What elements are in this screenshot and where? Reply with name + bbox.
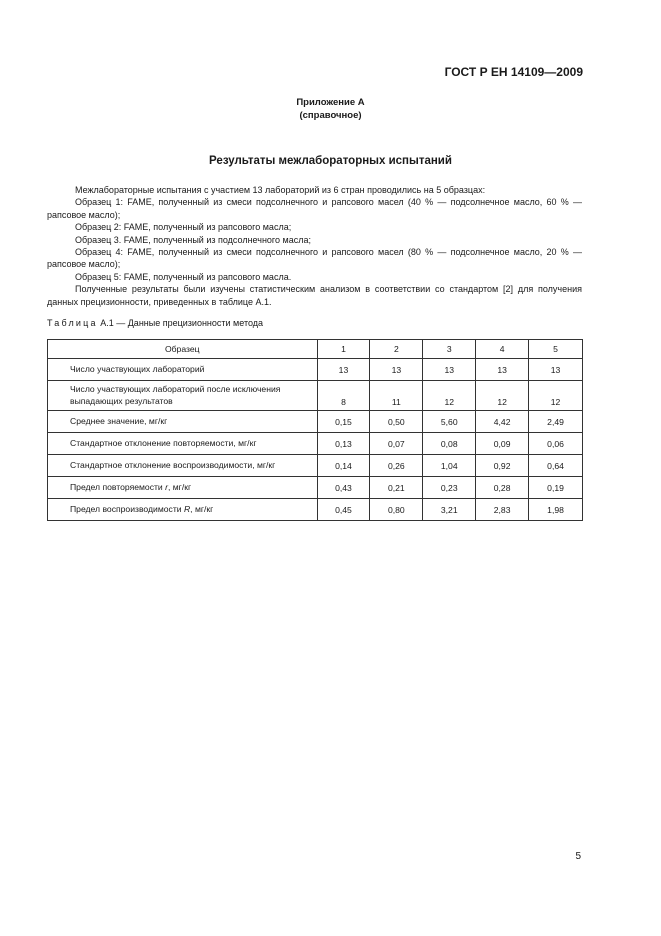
table-cell: 0,92 [476,455,529,477]
table-cell: 0,14 [317,455,370,477]
table-cell: 0,07 [370,433,423,455]
header-cell: 5 [529,340,583,359]
row-label: Стандартное отклонение воспроизводимости, мг/кг [48,455,318,477]
table-caption-prefix: Таблица [47,318,98,328]
row-label-unit: , мг/кг [168,481,192,492]
table-cell: 2,83 [476,499,529,521]
table-row [48,433,583,455]
header-cell: Образец [48,340,318,359]
header-cell: 4 [476,340,529,359]
row-label-variable: r [165,481,168,492]
table-cell: 0,43 [317,477,370,499]
paragraph: Межлабораторные испытания с участием 13 лабораторий из 6 стран проводились на 5 образцах: [75,185,486,195]
table-cell: 0,64 [529,455,583,477]
row-label: Стандартное отклонение повторяемости, мг/кг [48,433,318,455]
row-label: Число участвующих лабораторий после исключения выпадающих результатов [48,381,318,411]
table-cell: 2,49 [529,411,583,433]
table-cell: 1,04 [423,455,476,477]
row-label-unit: , мг/кг [190,503,214,514]
table-cell: 1,98 [529,499,583,521]
header-cell: 2 [370,340,423,359]
row-label-text: Предел воспроизводимости [70,503,184,514]
header-cell: 1 [317,340,370,359]
table-row [48,359,583,381]
table-cell: 12 [476,381,529,411]
table-caption [47,318,263,328]
table-row [48,411,583,433]
precision-table [47,339,583,521]
page-number: 5 [575,851,581,862]
table-cell: 3,21 [423,499,476,521]
paragraph: Образец 5: FAME, полученный из рапсового масла. [75,271,292,282]
row-label [48,477,318,499]
paragraph: Образец 4: FAME, полученный из смеси подсолнечного и рапсового масел (80 % — подсолнечное масло, 20 % — рапсовое масло); [47,247,582,270]
table-cell: 13 [476,359,529,381]
table-cell: 12 [423,381,476,411]
table-cell: 0,26 [370,455,423,477]
table-cell: 5,60 [423,411,476,433]
table-row [48,455,583,477]
table-cell: 0,09 [476,433,529,455]
table-cell: 0,50 [370,411,423,433]
appendix-subtitle: (справочное) [299,110,362,121]
table-cell: 0,21 [370,477,423,499]
section-title: Результаты межлабораторных испытаний [209,155,452,167]
table-cell: 0,80 [370,499,423,521]
table-row [48,477,583,499]
row-label [48,499,318,521]
table-cell: 0,28 [476,477,529,499]
appendix-heading [0,96,661,122]
table-caption-text: А.1 — Данные прецизионности метода [97,318,264,328]
table-cell: 8 [317,381,370,411]
appendix-title: Приложение А [296,97,365,108]
header-cell: 3 [423,340,476,359]
table-cell: 0,23 [423,477,476,499]
table-cell: 0,08 [423,433,476,455]
row-label-text: Предел повторяемости [70,481,166,492]
table-row [48,381,583,411]
table-cell: 0,19 [529,477,583,499]
table-cell: 4,42 [476,411,529,433]
table-cell: 13 [317,359,370,381]
row-label-variable: R [183,503,191,514]
table-cell: 13 [423,359,476,381]
table-cell: 12 [529,381,583,411]
table-cell: 13 [370,359,423,381]
table-header-row [48,340,583,359]
paragraph: Образец 1: FAME, полученный из смеси подсолнечного и рапсового масел (40 % — подсолнечное масло, 60 % — рапсовое масло); [47,197,582,220]
paragraph: Образец 3. FAME, полученный из подсолнечного масла; [75,234,311,245]
paragraph: Образец 2: FAME, полученный из рапсового масла; [75,222,292,233]
table-cell: 0,13 [317,433,370,455]
table-cell: 0,15 [317,411,370,433]
row-label: Число участвующих лабораторий [48,359,318,381]
table-cell: 13 [529,359,583,381]
row-label: Среднее значение, мг/кг [48,411,318,433]
table-row [48,499,583,521]
paragraph: Полученные результаты были изучены статистическим анализом в соответствии со стандартом [2] для получения данных прецизионности, приведенных в таблице А.1. [47,284,582,307]
document-code: ГОСТ Р ЕН 14109—2009 [444,65,583,79]
body-text [47,184,582,308]
table-cell: 0,45 [317,499,370,521]
table-cell: 11 [370,381,423,411]
table-cell: 0,06 [529,433,583,455]
